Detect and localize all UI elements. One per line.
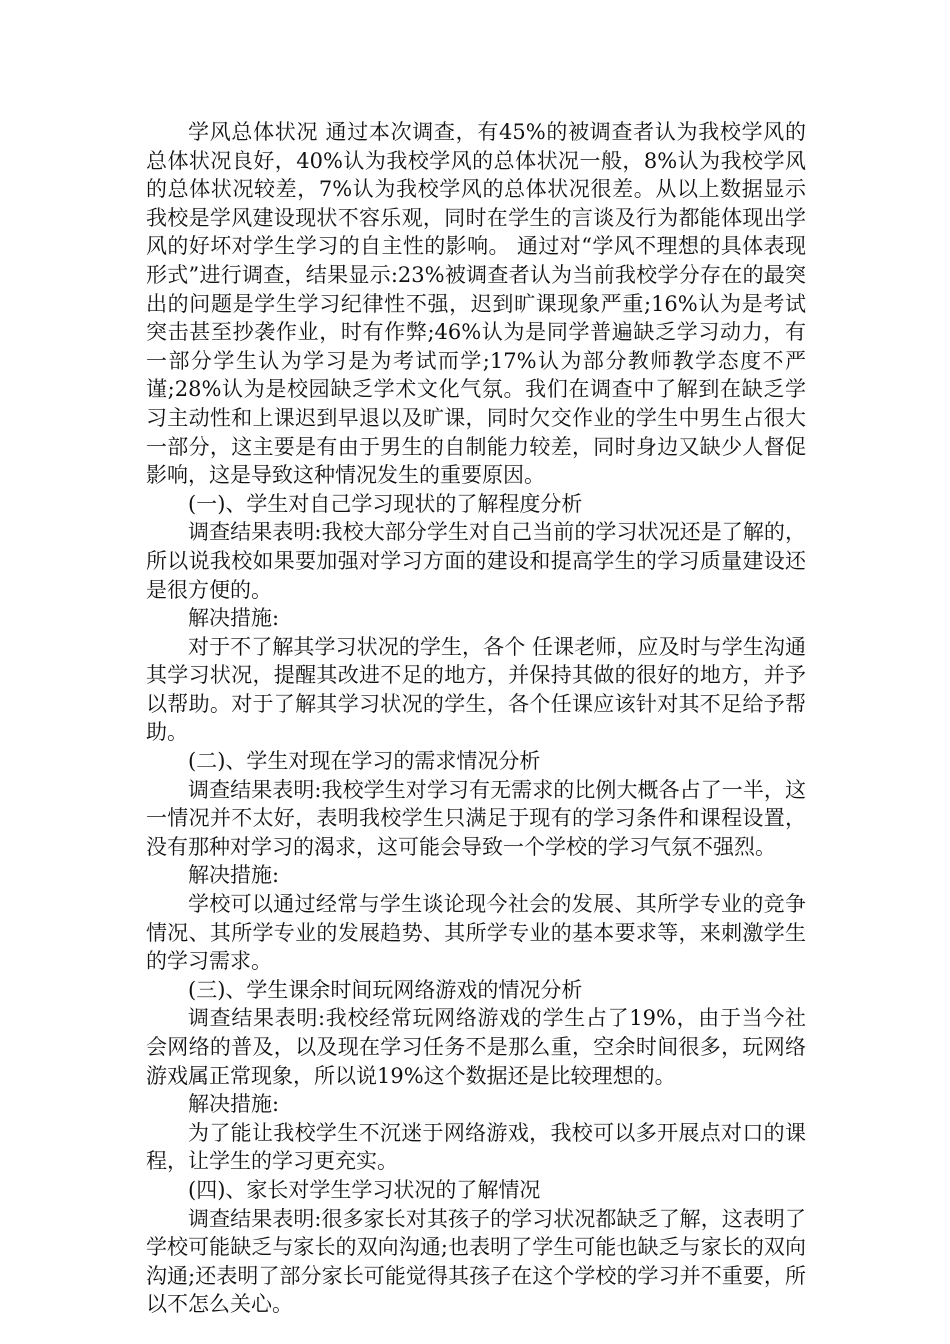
paragraph-result-3: 调查结果表明:我校经常玩网络游戏的学生占了19%，由于当今社会网络的普及，以及现在学习任务不是那么重，空余时间很多，玩网络游戏属正常现象，所以说19%这个数据还是比较理想的。 [146,1006,806,1088]
measures-label-1: 解决措施: [188,606,280,631]
paragraph-result-4: 调查结果表明:很多家长对其孩子的学习状况都缺乏了解，这表明了学校可能缺乏与家长的双向沟通;也表明了学生可能也缺乏与家长的双向沟通;还表明了部分家长可能觉得其孩子在这个学校的学习并不重要，所以不怎么关心。 [146,1206,806,1317]
section-heading-3: (三)、学生课余时间玩网络游戏的情况分析 [188,977,583,1002]
paragraph-measures-2: 学校可以通过经常与学生谈论现今社会的发展、其所学专业的竞争情况、其所学专业的发展趋势、其所学专业的基本要求等，来刺激学生的学习需求。 [146,892,806,974]
paragraph-result-2: 调查结果表明:我校学生对学习有无需求的比例大概各占了一半，这一情况并不太好，表明我校学生只满足于现有的学习条件和课程设置，没有那种对学习的渴求，这可能会导致一个学校的学习气氛不强烈。 [146,777,806,859]
paragraph-result-1: 调查结果表明:我校大部分学生对自己当前的学习状况还是了解的，所以说我校如果要加强对学习方面的建设和提高学生的学习质量建设还是很方便的。 [146,520,806,602]
paragraph-measures-3: 为了能让我校学生不沉迷于网络游戏，我校可以多开展点对口的课程，让学生的学习更充实。 [146,1120,806,1174]
paragraph-measures-1: 对于不了解其学习状况的学生，各个 任课老师，应及时与学生沟通其学习状况，提醒其改进不足的地方，并保持其做的很好的地方，并予以帮助。对于了解其学习状况的学生，各个任课应该针对其不足给予帮助。 [146,634,806,745]
section-heading-4: (四)、家长对学生学习状况的了解情况 [188,1177,541,1202]
measures-label-2: 解决措施: [188,863,280,888]
document-body [146,118,806,1319]
paragraph-overview: 学风总体状况 通过本次调查，有45%的被调查者认为我校学风的总体状况良好，40%认为我校学风的总体状况一般，8%认为我校学风的总体状况较差，7%认为我校学风的总体状况很差。从以上数据显示我校是学风建设现状不容乐观，同时在学生的言谈及行为都能体现出学风的好坏对学生学习的自主性的影响。 通过对“学风不理想的具体表现形式”进行调查，结果显示:23%被调查者认为当前我校学分存在的最突出的问题是学生学习纪律性不强，迟到旷课现象严重;16%认为是考试突击甚至抄袭作业，时有作弊;46%认为是同学普遍缺乏学习动力，有一部分学生认为学习是为考试而学;17%认为部分教师教学态度不严谨;28%认为是校园缺乏学术文化气氛。我们在调查中了解到在缺乏学习主动性和上课迟到早退以及旷课，同时欠交作业的学生中男生占很大一部分，这主要是有由于男生的自制能力较差，同时身边又缺少人督促影响，这是导致这种情况发生的重要原因。 [146,120,806,488]
section-heading-2: (二)、学生对现在学习的需求情况分析 [188,749,541,774]
section-heading-1: (一)、学生对自己学习现状的了解程度分析 [188,491,583,516]
measures-label-3: 解决措施: [188,1092,280,1117]
